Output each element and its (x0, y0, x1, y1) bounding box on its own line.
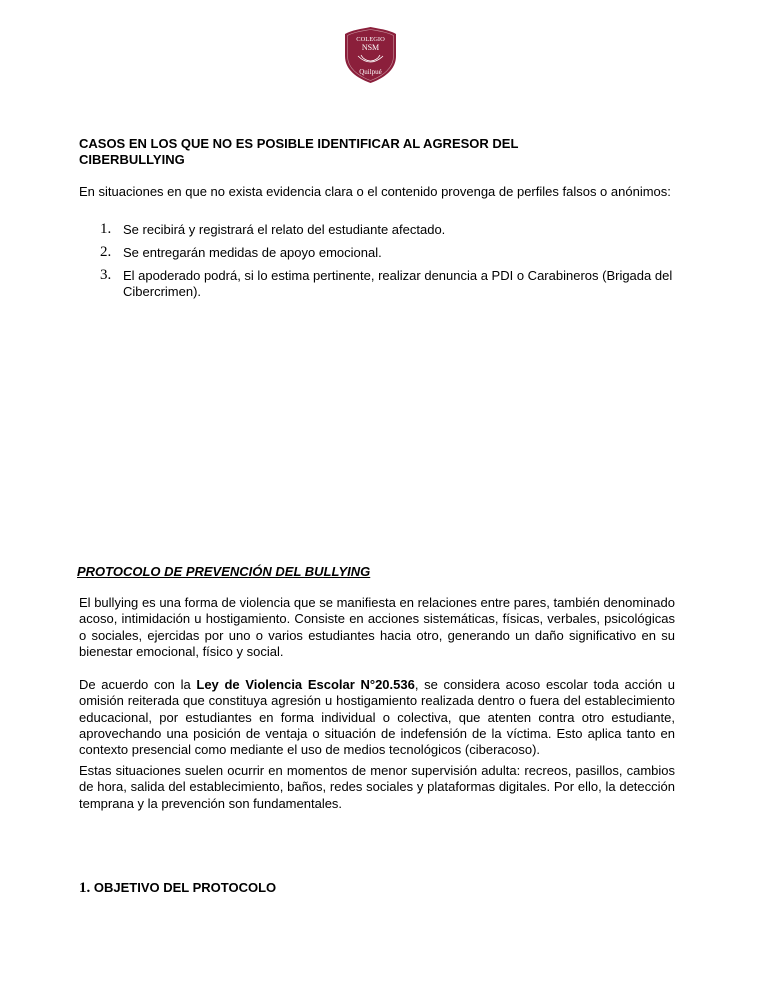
crest-shield-icon (343, 26, 398, 84)
ciberbullying-intro: En situaciones en que no exista evidencia clara o el contenido provenga de perfiles falsos o anónimos: (79, 184, 671, 199)
list-item-text: Se recibirá y registrará el relato del estudiante afectado. (123, 222, 446, 237)
objetivo-heading (79, 880, 276, 896)
ciberbullying-heading: CASOS EN LOS QUE NO ES POSIBLE IDENTIFICAR AL AGRESOR DEL CIBERBULLYING (79, 136, 519, 167)
crest-line-1: COLEGIO (356, 36, 385, 43)
list-item-text: Se entregarán medidas de apoyo emocional. (123, 245, 382, 260)
school-crest-logo (343, 26, 398, 84)
list-item-number: 1. (100, 221, 112, 237)
list-item (79, 245, 689, 261)
ciberbullying-steps-list (79, 222, 689, 307)
section-title: OBJETIVO DEL PROTOCOLO (93, 880, 277, 895)
protocolo-paragraph-1: El bullying es una forma de violencia que se manifiesta en relaciones entre pares, también denominado acoso, intimidación u hostigamiento. Consiste en acciones sistemáticas, físicas, verbales, psicológicas o sociales, ejercidas por uno o varios estudiantes hacia otro, generando un daño significativo en su bienestar emocional, físico y social. (79, 595, 675, 659)
law-reference: Ley de Violencia Escolar N°20.536 (196, 677, 415, 692)
crest-line-3: Quilpué (359, 68, 382, 76)
protocolo-paragraph-3: Estas situaciones suelen ocurrir en momentos de menor supervisión adulta: recreos, pasillos, cambios de hora, salida del establecimiento, baños, redes sociales y plataformas digitales. Por ello, la detección temprana y la prevención son fundamentales. (79, 763, 675, 811)
section-number: 1. (79, 880, 91, 896)
list-item-number: 2. (100, 244, 112, 260)
protocolo-heading: PROTOCOLO DE PREVENCIÓN DEL BULLYING (77, 564, 371, 579)
list-item-number: 3. (100, 267, 112, 283)
paragraph-prefix: De acuerdo con la (79, 677, 197, 692)
protocolo-paragraph-2 (79, 677, 675, 758)
list-item-text: El apoderado podrá, si lo estima pertinente, realizar denuncia a PDI o Carabineros (Brigada del Cibercrimen). (123, 268, 673, 299)
list-item (79, 222, 689, 238)
list-item (79, 268, 689, 300)
crest-line-2: NSM (361, 43, 380, 52)
paragraph-body: , se considera acoso escolar toda acción u omisión reiterada que constituya agresión u hostigamiento realizada dentro o fuera del establecimiento educacional, por estudiantes en forma individual o colectiva, que atenten contra otro estudiante, aprovechando una posición de ventaja o situación de indefensión de la víctima. Esto aplica tanto en contexto presencial como mediante el uso de medios tecnológicos (ciberacoso). (79, 677, 676, 758)
